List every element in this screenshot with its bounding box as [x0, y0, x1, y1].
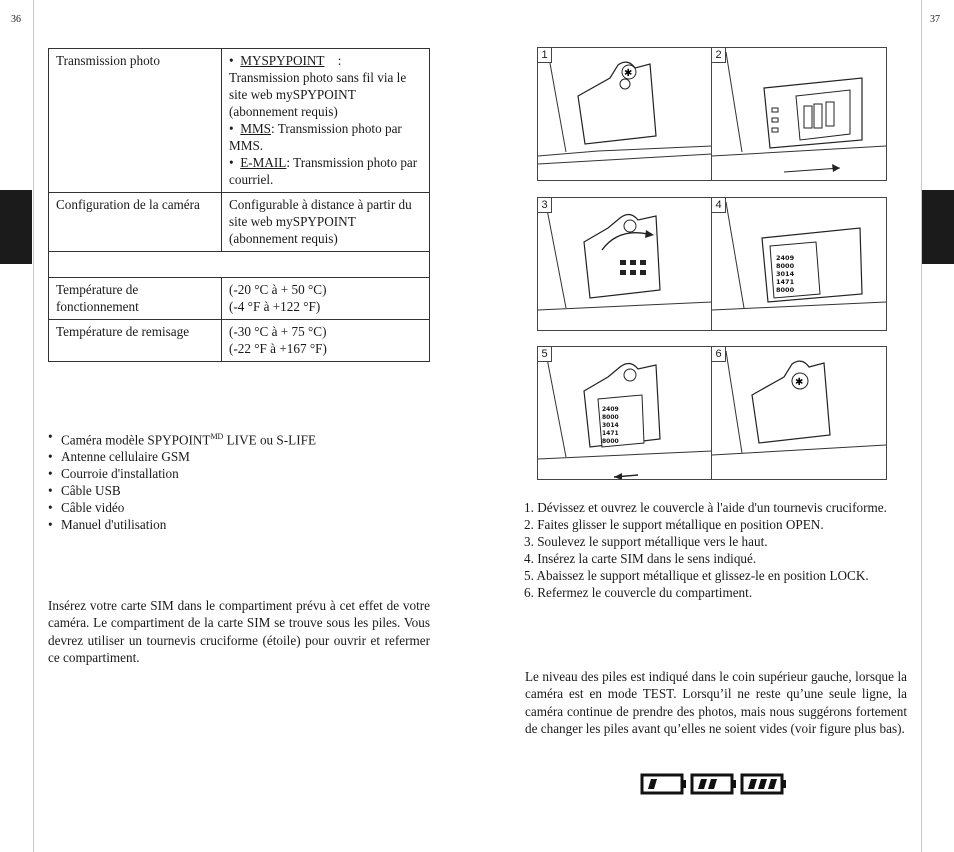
sim-card-text: 3014 [776, 270, 795, 278]
step-item: 4. Insérez la carte SIM dans le sens indiqué. [524, 551, 757, 566]
table-row [49, 278, 430, 320]
left-thumb-tab [0, 190, 32, 264]
sim-card-text: 8000 [776, 262, 795, 270]
table-row [49, 49, 430, 193]
list-item: • Manuel d'utilisation [46, 516, 316, 533]
bullet-sep: : [286, 155, 294, 170]
sim-card-text: 1471 [776, 278, 795, 286]
spec-label: Transmission photo [49, 49, 222, 193]
term-mms: MMS [240, 121, 272, 136]
spec-value: Configurable à distance à partir du site web mySPYPOINT (abonnement requis) [222, 193, 430, 252]
spec-label: Configuration de la caméra [49, 193, 222, 252]
figure-label: 6 [712, 347, 726, 362]
battery-icon [742, 775, 786, 793]
sim-card-text: 3014 [602, 422, 619, 429]
sim-card-text: 2409 [776, 254, 795, 262]
battery-icon [692, 775, 736, 793]
bullet-sep: : [271, 121, 278, 136]
figure-step-6 [711, 346, 887, 480]
figure-step-4 [711, 197, 887, 331]
list-item: • Antenne cellulaire GSM [46, 448, 316, 465]
bullet-text: Transmission photo par courriel. [229, 155, 418, 187]
step-item: 1. Dévissez et ouvrez le couvercle à l'aide d'un tournevis cruciforme. [524, 500, 887, 515]
bullet-email: • E-MAIL: Transmission photo par courriel. [229, 155, 418, 187]
table-row [49, 193, 430, 252]
figure-step-3 [537, 197, 713, 331]
battery-levels [640, 772, 790, 796]
figure-label: 4 [712, 198, 726, 213]
sim-card-text: 2409 [602, 406, 619, 413]
table-row-empty [49, 252, 430, 278]
sim-card-text: 1471 [602, 430, 619, 437]
left-margin-rule [33, 0, 34, 852]
value-line: (-4 °F à +122 °F) [229, 299, 321, 314]
spec-label: Température de remisage [49, 320, 222, 362]
value-line: (-30 °C à + 75 °C) [229, 324, 327, 339]
spec-value [222, 320, 430, 362]
list-item [46, 428, 316, 448]
sim-card-text: 8000 [602, 414, 619, 421]
value-line: (-20 °C à + 50 °C) [229, 282, 327, 297]
right-thumb-tab [922, 190, 954, 264]
figure-label: 1 [538, 48, 552, 63]
bullet-myspypoint: • MYSPYPOINT : Transmission photo sans fil via le site web mySPYPOINT (abonnement requis) [229, 53, 407, 119]
term-myspypoint: MYSPYPOINT [240, 53, 325, 68]
spec-table [48, 48, 430, 362]
spec-empty-cell [49, 252, 430, 278]
table-row [49, 320, 430, 362]
box-contents-list [46, 428, 316, 533]
figure-3-drawing [538, 198, 712, 330]
figure-step-2 [711, 47, 887, 181]
figure-5-drawing [538, 347, 712, 479]
term-email: E-MAIL [240, 155, 287, 170]
battery-paragraph: Le niveau des piles est indiqué dans le coin supérieur gauche, lorsque la caméra est en mode TEST. Lorsqu’il ne reste qu’une seule ligne, la caméra continue de prendre des photos, mais nous suggérons fortement de changer les piles avant qu’elles ne soient vides (voir figure plus bas). [525, 669, 907, 737]
spec-label: Température de fonctionnement [49, 278, 222, 320]
figure-label: 3 [538, 198, 552, 213]
list-item: • Câble USB [46, 482, 316, 499]
figure-4-drawing [712, 198, 886, 330]
figure-label: 5 [538, 347, 552, 362]
page-number-right: 37 [930, 14, 940, 25]
step-item: 6. Refermez le couvercle du compartiment. [524, 585, 753, 600]
figure-step-5 [537, 346, 713, 480]
step-item: 5. Abaissez le support métallique et glissez-le en position LOCK. [524, 568, 869, 583]
bullet-text: Transmission photo sans fil via le site web mySPYPOINT (abonnement requis) [229, 70, 407, 119]
figure-step-1 [537, 47, 713, 181]
bullet-text: Transmission photo par MMS. [229, 121, 402, 153]
spec-value [222, 49, 430, 193]
item-text: LIVE ou S-LIFE [223, 432, 316, 448]
bullet-mms: • MMS: Transmission photo par MMS. [229, 121, 402, 153]
right-margin-rule [921, 0, 922, 852]
list-item: • Courroie d'installation [46, 465, 316, 482]
figure-2-drawing [712, 48, 886, 180]
step-item: 3. Soulevez le support métallique vers le haut. [524, 534, 768, 549]
figure-label: 2 [712, 48, 726, 63]
screw-icon: ✱ [795, 377, 804, 388]
sim-paragraph: Insérez votre carte SIM dans le compartiment prévu à cet effet de votre caméra. Le compartiment de la carte SIM se trouve sous les piles. Vous devrez utiliser un tournevis cruciforme (étoile) pour ouvrir et refermer ce compartiment. [48, 598, 430, 666]
trademark-sup: MD [210, 432, 224, 441]
sim-card-text: 8000 [602, 438, 619, 445]
spec-value [222, 278, 430, 320]
sim-card-text: 8000 [776, 286, 795, 294]
figure-6-drawing [712, 347, 886, 479]
install-steps-list [524, 499, 887, 601]
step-item: 2. Faites glisser le support métallique en position OPEN. [524, 517, 824, 532]
battery-icon [642, 775, 686, 793]
list-item: • Câble vidéo [46, 499, 316, 516]
screw-icon: ✱ [624, 68, 633, 79]
item-text: Caméra modèle SPYPOINT [61, 432, 211, 448]
page-number-left: 36 [11, 14, 21, 25]
figure-1-drawing [538, 48, 712, 180]
value-line: (-22 °F à +167 °F) [229, 341, 327, 356]
